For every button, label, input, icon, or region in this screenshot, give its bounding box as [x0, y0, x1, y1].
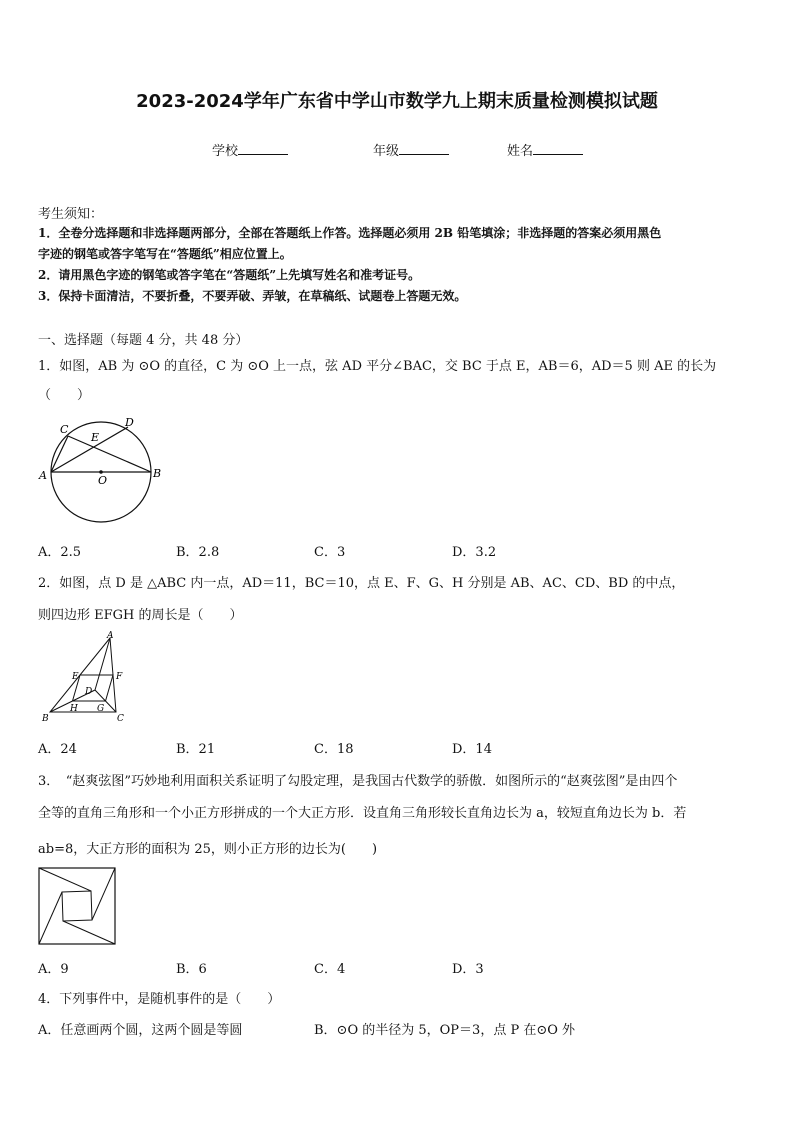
- notice-heading: 考生须知：: [38, 207, 104, 222]
- school-field: [212, 140, 288, 159]
- q3-option-b[interactable]: B．6: [176, 962, 207, 977]
- grade-label: 年级: [373, 144, 400, 159]
- q2-stem-2: 则四边形 EFGH 的周长是（ ）: [38, 608, 243, 623]
- q2-stem: 2．如图，点 D 是 △ABC 内一点，AD＝11，BC＝10，点 E、F、G、H 分别是 AB、AC、CD、BD 的中点，: [38, 576, 685, 591]
- segment-ad: [95, 638, 110, 690]
- label-d2: D: [85, 687, 93, 697]
- label-d: D: [125, 416, 134, 429]
- q2-option-c[interactable]: C．18: [314, 742, 354, 757]
- label-e: E: [91, 431, 100, 444]
- label-c: C: [60, 423, 69, 436]
- hyp-3: [63, 921, 115, 944]
- section-heading: 一、选择题（每题 4 分，共 48 分）: [38, 333, 249, 348]
- q1-stem: 1．如图，AB 为 ⊙O 的直径，C 为 ⊙O 上一点，弦 AD 平分∠BAC，交 BC 于点 E，AB＝6，AD＝5 则 AE 的长为: [38, 359, 717, 374]
- q4-stem: 4．下列事件中，是随机事件的是（ ）: [38, 992, 281, 1007]
- label-b: B: [153, 467, 162, 480]
- chord-cb: [68, 436, 151, 472]
- label-g2: G: [97, 704, 105, 714]
- q1-option-d[interactable]: D．3.2: [452, 545, 497, 560]
- big-square: [39, 868, 115, 944]
- q2-triangle-figure: [40, 632, 130, 724]
- label-a: A: [39, 469, 47, 482]
- q2-option-a[interactable]: A．24: [38, 742, 77, 757]
- q3-option-c[interactable]: C．4: [314, 962, 346, 977]
- hyp-1: [39, 868, 91, 891]
- q4-option-a[interactable]: A．任意画两个圆，这两个圆是等圆: [38, 1023, 243, 1038]
- q1-option-b[interactable]: B．2.8: [176, 545, 220, 560]
- label-b2: B: [42, 714, 49, 724]
- small-square: [62, 891, 92, 921]
- q1-option-c[interactable]: C．3: [314, 545, 346, 560]
- notice-line-1: 1．全卷分选择题和非选择题两部分，全部在答题纸上作答。选择题必须用 2B 铅笔填涂；非选择题的答案必须用黑色: [38, 226, 662, 240]
- label-h2: H: [70, 704, 78, 714]
- q3-zhaoshuang-figure: [38, 867, 116, 945]
- q3-stem-3: ab=8，大正方形的面积为 25，则小正方形的边长为( ): [38, 842, 378, 857]
- name-blank[interactable]: [533, 142, 583, 155]
- q4-option-b[interactable]: B．⊙O 的半径为 5，OP＝3，点 P 在⊙O 外: [314, 1023, 576, 1038]
- notice-line-3: 2．请用黑色字迹的钢笔或答字笔在“答题纸”上先填写姓名和准考证号。: [38, 268, 421, 282]
- grade-field: [373, 140, 449, 159]
- label-c2: C: [117, 714, 124, 724]
- q3-option-d[interactable]: D．3: [452, 962, 484, 977]
- hyp-4: [39, 892, 62, 944]
- q1-circle-figure: [38, 416, 168, 528]
- q1-option-a[interactable]: A．2.5: [38, 545, 82, 560]
- hyp-2: [92, 868, 115, 920]
- q3-option-a[interactable]: A．9: [38, 962, 69, 977]
- school-label: 学校: [212, 144, 239, 159]
- q2-option-b[interactable]: B．21: [176, 742, 216, 757]
- q1-paren: （ ）: [38, 388, 91, 403]
- label-a2: A: [107, 631, 114, 641]
- label-f2: F: [116, 672, 123, 682]
- page-title: 2023-2024学年广东省中学山市数学九上期末质量检测模拟试题: [136, 91, 658, 112]
- grade-blank[interactable]: [399, 142, 449, 155]
- school-blank[interactable]: [238, 142, 288, 155]
- name-label: 姓名: [507, 144, 534, 159]
- label-o: O: [98, 474, 108, 487]
- label-e2: E: [72, 672, 79, 682]
- notice-line-2: 字迹的钢笔或答字笔写在“答题纸”相应位置上。: [38, 247, 292, 261]
- q2-option-d[interactable]: D．14: [452, 742, 492, 757]
- q3-stem-2: 全等的直角三角形和一个小正方形拼成的一个大正方形．设直角三角形较长直角边长为 a，较短直角边长为 b．若: [38, 806, 687, 821]
- notice-line-4: 3．保持卡面清洁，不要折叠，不要弄破、弄皱，在草稿纸、试题卷上答题无效。: [38, 289, 467, 303]
- q3-stem-1: 3． “赵爽弦图”巧妙地利用面积关系证明了勾股定理，是我国古代数学的骄傲．如图所示的“赵爽弦图”是由四个: [38, 774, 678, 789]
- name-field: [507, 140, 583, 159]
